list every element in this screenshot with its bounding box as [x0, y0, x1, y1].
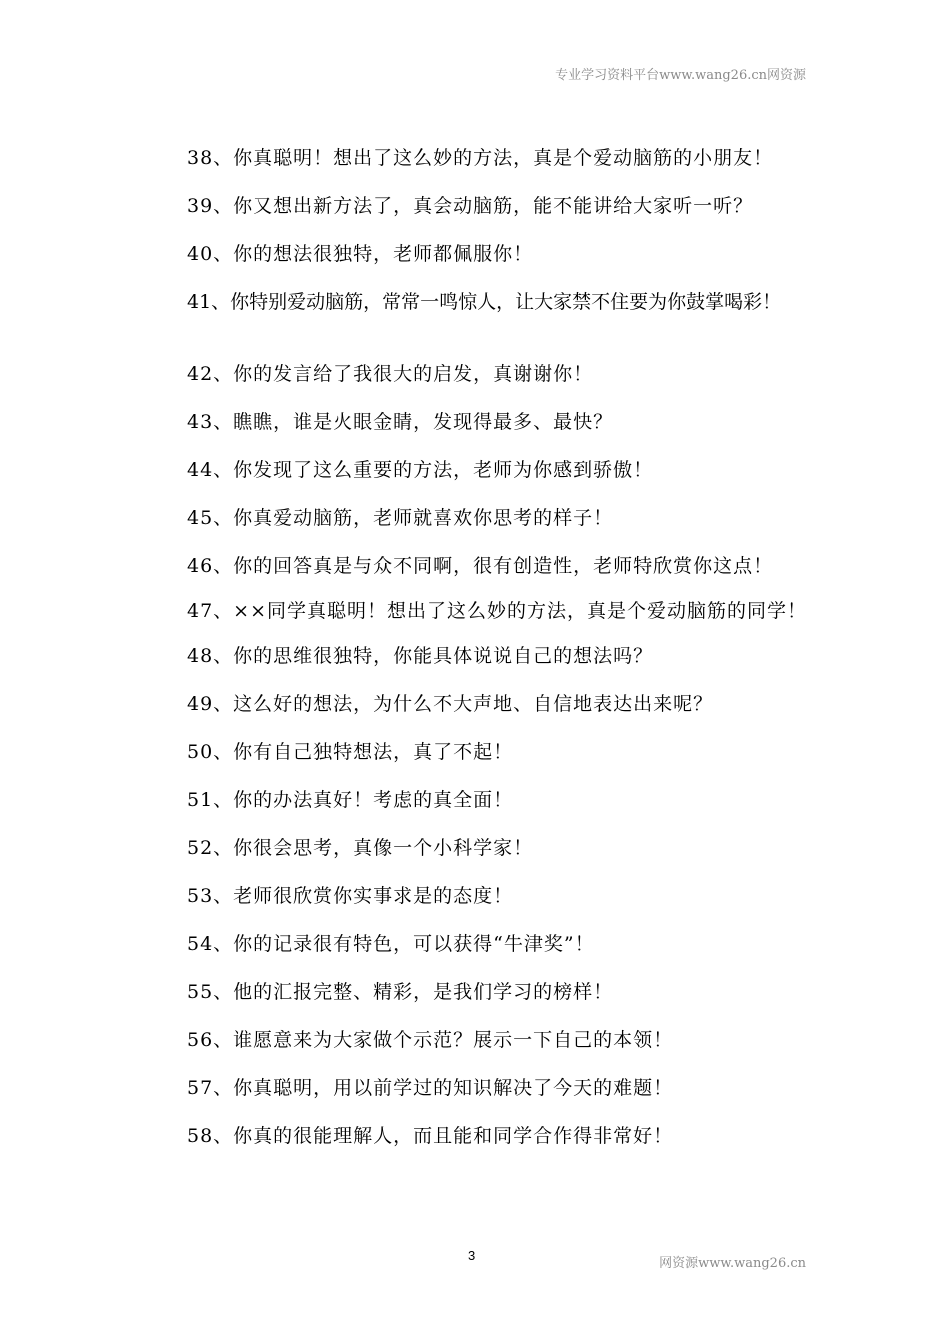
page-number: 3: [468, 1248, 476, 1263]
list-item: 54、你的记录很有特色，可以获得“牛津奖”！: [187, 933, 595, 955]
list-item: 47、××同学真聪明！想出了这么妙的方法，真是个爱动脑筋的同学！: [187, 600, 808, 622]
list-item: 40、你的想法很独特，老师都佩服你！: [187, 243, 534, 265]
list-item: 42、你的发言给了我很大的启发，真谢谢你！: [187, 363, 594, 385]
list-item: 50、你有自己独特想法，真了不起！: [187, 741, 514, 763]
list-item: 57、你真聪明，用以前学过的知识解决了今天的难题！: [187, 1077, 674, 1099]
list-item: 58、你真的很能理解人，而且能和同学合作得非常好！: [187, 1125, 674, 1147]
list-item: 48、你的思维很独特，你能具体说说自己的想法吗？: [187, 645, 654, 667]
list-item: 38、你真聪明！想出了这么妙的方法，真是个爱动脑筋的小朋友！: [187, 147, 774, 169]
list-item: 41、你特别爱动脑筋，常常一鸣惊人，让大家禁不住要为你鼓掌喝彩！: [187, 291, 782, 313]
list-item: 53、老师很欣赏你实事求是的态度！: [187, 885, 514, 907]
list-item: 43、瞧瞧，谁是火眼金睛，发现得最多、最快？: [187, 411, 614, 433]
list-item: 46、你的回答真是与众不同啊，很有创造性，老师特欣赏你这点！: [187, 555, 774, 577]
list-item: 52、你很会思考，真像一个小科学家！: [187, 837, 534, 859]
praise-list: [145, 146, 825, 1172]
footer-watermark: 网资源www.wang26.cn: [659, 1256, 806, 1271]
header-watermark: 专业学习资料平台www.wang26.cn网资源: [555, 68, 806, 83]
list-item: 51、你的办法真好！考虑的真全面！: [187, 789, 514, 811]
list-item: 45、你真爱动脑筋，老师就喜欢你思考的样子！: [187, 507, 614, 529]
list-item: 49、这么好的想法，为什么不大声地、自信地表达出来呢？: [187, 693, 714, 715]
list-item: 39、你又想出新方法了，真会动脑筋，能不能讲给大家听一听？: [187, 195, 754, 217]
list-item: 56、谁愿意来为大家做个示范？展示一下自己的本领！: [187, 1029, 674, 1051]
list-item: 44、你发现了这么重要的方法，老师为你感到骄傲！: [187, 459, 654, 481]
list-item: 55、他的汇报完整、精彩，是我们学习的榜样！: [187, 981, 614, 1003]
